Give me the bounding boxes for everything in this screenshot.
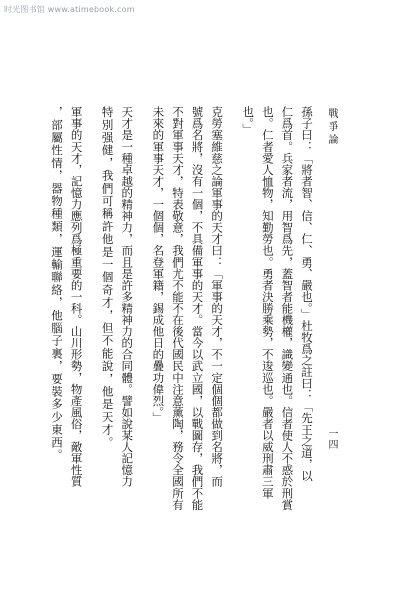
text-column-1: 孫子曰：「將者智、信、仁、勇、嚴也。」杜牧爲之註曰：「先王之道，以 [300, 106, 314, 482]
running-title: 戰爭論 [326, 108, 337, 147]
text-column-5: 克勞塞維慈之論軍事的天才曰：「軍事的天才，不一定個個都做到名將，而 [210, 106, 225, 488]
text-column-9: 天才是一種卓越的精神力，而且是許多精神力的合同體。譬如說某人記憶力 [120, 106, 135, 488]
vertical-text-body [49, 106, 316, 526]
watermark: 时光图书馆 www.atimebook.com [4, 5, 135, 14]
text-column-3: 也。仁者愛人恤物，知勤勞也。勇者決勝乘勢，不逡巡也。嚴者以威刑肅三軍 [260, 106, 275, 499]
text-column-12: ，部屬性情，器物種類，運輸聯絡，他腦子裏，要裝多少東西。 [49, 106, 64, 462]
text-column-8: 未來的軍事天才，一個個，名登軍籍，錫成他日的疊功偉烈。」 [151, 106, 166, 424]
page-number: 一四 [326, 428, 337, 450]
text-column-10: 特別强健，我們可稱許他是一個奇才，但不能說，他是天才。 [100, 106, 115, 449]
text-column-6: 號爲名將，沒有一個，不具備軍事的天才。當今以武立國，以戰圖存，我們不能 [190, 106, 205, 511]
text-column-11: 軍事的天才，記憶力應列爲極重要的一科。山川形勢，物產風俗，敵軍性質 [69, 106, 84, 488]
text-column-2: 仁爲首。兵家者流，用智爲先，蓋智者能機權，識變通也。信者使人不惑於刑賞 [280, 106, 295, 511]
text-column-4: 也。」 [241, 106, 256, 135]
text-column-7: 不對軍事天才，特表敬意，我們尤不能不在後代國民中注意薰陶，務令全國所有 [170, 106, 185, 511]
